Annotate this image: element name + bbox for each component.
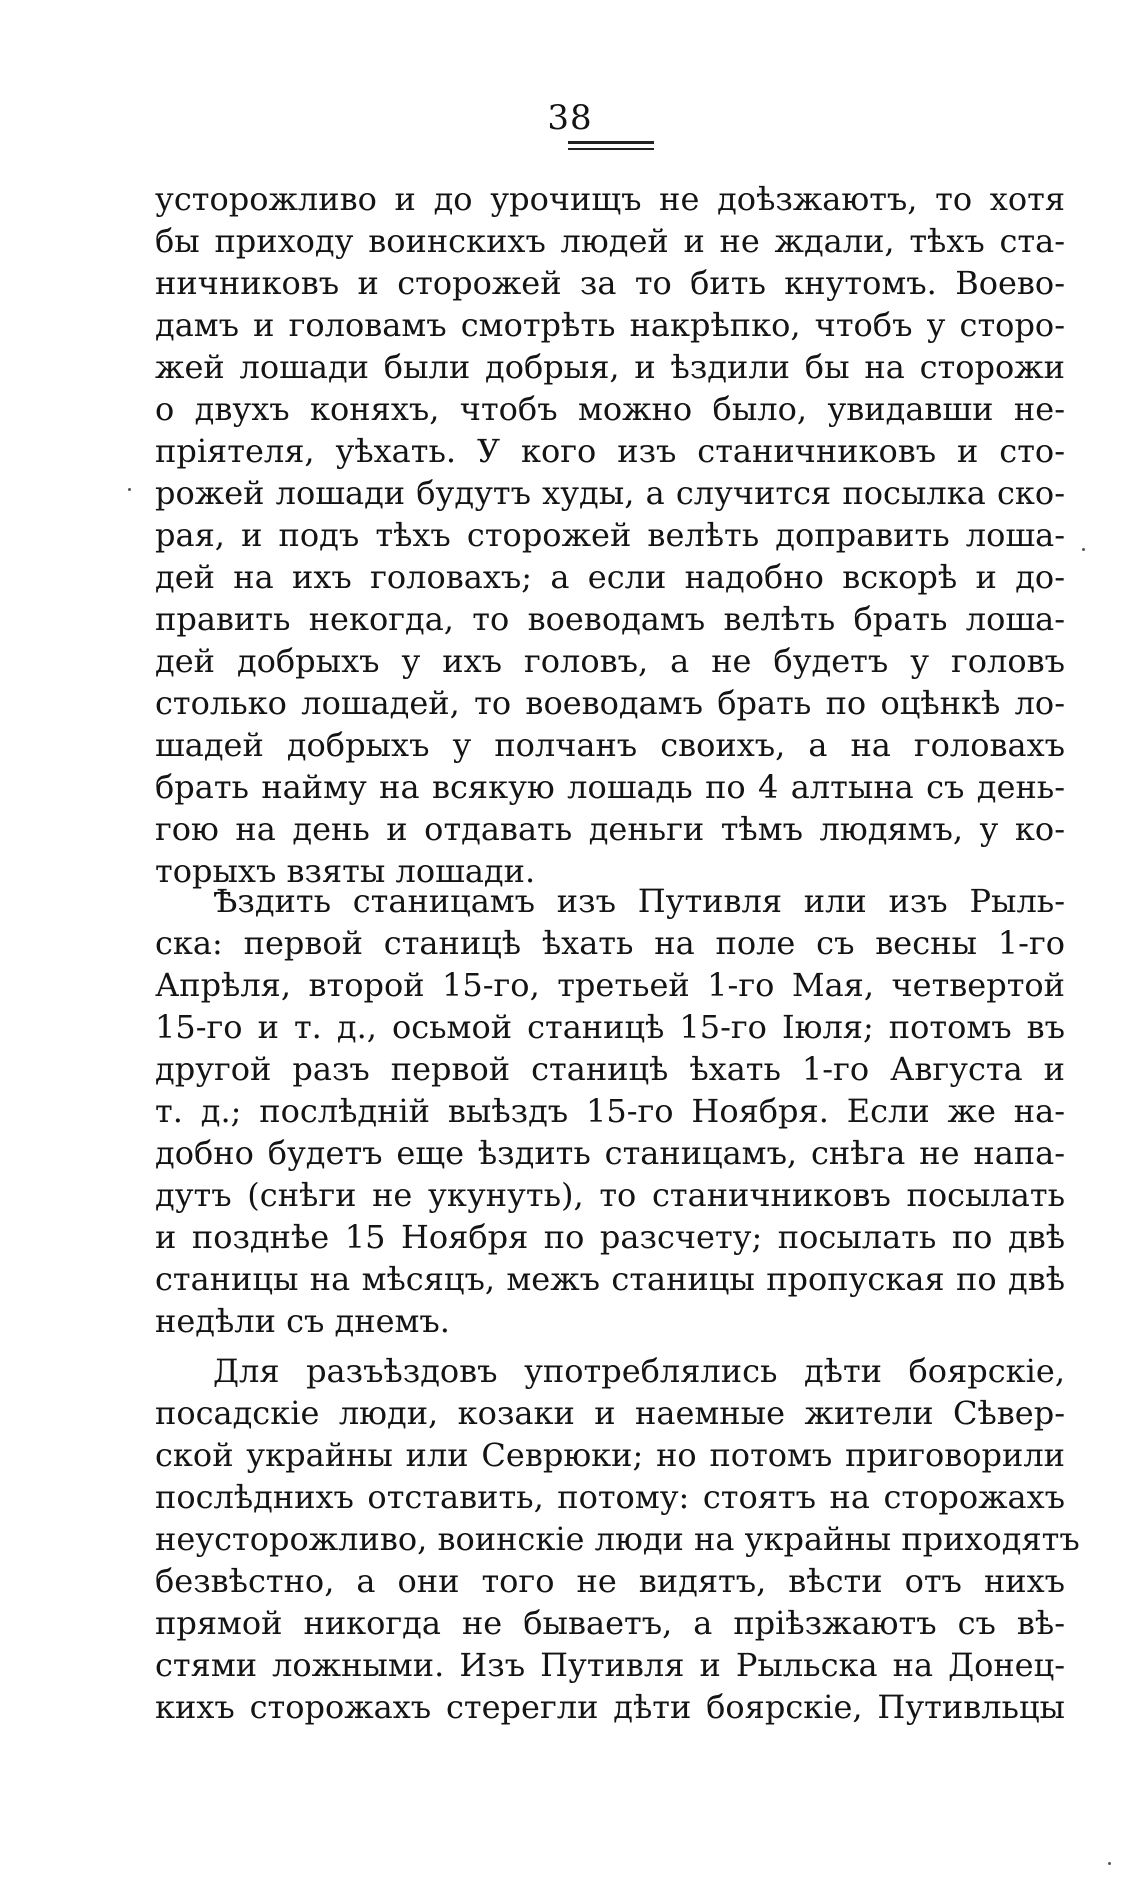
text-line: ничниковъ и сторожей за то бить кнутомъ. Воево-	[155, 264, 1065, 302]
paragraph-3	[155, 1350, 1080, 1728]
text-line: брать найму на всякую лошадь по 4 алтына съ день-	[155, 768, 1065, 806]
paragraph-2	[155, 880, 1065, 1342]
text-line: и позднѣе 15 Ноября по разсчету; посылать по двѣ	[155, 1218, 1065, 1256]
text-line: гою на день и отдавать деньги тѣмъ людямъ, у ко-	[155, 810, 1065, 848]
text-line: неусторожливо, воинскіе люди на украйны приходятъ	[155, 1520, 1080, 1558]
text-line: Ѣздить станицамъ изъ Путивля или изъ Рыль-	[213, 882, 1065, 920]
text-line: кихъ сторожахъ стерегли дѣти боярскіе, Путивльцы	[155, 1688, 1065, 1726]
text-line: 15-го и т. д., осьмой станицѣ 15-го Іюля; потомъ въ	[155, 1008, 1065, 1046]
text-line: Апрѣля, второй 15-го, третьей 1-го Мая, четвертой	[155, 966, 1065, 1004]
text-line: добно будетъ еще ѣздить станицамъ, снѣга не напа-	[155, 1134, 1065, 1172]
text-line: послѣднихъ отставить, потому: стоятъ на сторожахъ	[155, 1478, 1065, 1516]
print-speck	[1082, 548, 1085, 551]
print-speck	[128, 488, 131, 491]
text-line: Для разъѣздовъ употреблялись дѣти боярскіе,	[213, 1352, 1065, 1390]
text-line: безвѣстно, а они того не видятъ, вѣсти отъ нихъ	[155, 1562, 1065, 1600]
text-line: усторожливо и до урочищъ не доѣзжаютъ, то хотя	[155, 180, 1065, 218]
text-line: посадскіе люди, козаки и наемные жители Сѣвер-	[155, 1394, 1065, 1432]
text-line: ска: первой станицѣ ѣхать на поле съ весны 1-го	[155, 924, 1065, 962]
text-line: дутъ (снѣги не укунуть), то станичниковъ посылать	[155, 1176, 1065, 1214]
text-line: дамъ и головамъ смотрѣть накрѣпко, чтобъ у сторо-	[155, 306, 1065, 344]
text-line: рая, и подъ тѣхъ сторожей велѣть доправить лоша-	[155, 516, 1065, 554]
paragraph-1	[155, 178, 1065, 892]
text-line: другой разъ первой станицѣ ѣхать 1-го Августа и	[155, 1050, 1065, 1088]
text-line: ской украйны или Севрюки; но потомъ приговорили	[155, 1436, 1065, 1474]
page-number-underline	[568, 141, 654, 144]
print-speck	[1108, 1862, 1111, 1865]
text-line: станицы на мѣсяцъ, межъ станицы пропуская по двѣ	[155, 1260, 1065, 1298]
text-line: жей лошади были добрыя, и ѣздили бы на сторожи	[155, 348, 1065, 386]
text-line: прямой никогда не бываетъ, а пріѣзжаютъ съ вѣ-	[155, 1604, 1065, 1642]
text-line: дей на ихъ головахъ; а если надобно вскорѣ и до-	[155, 558, 1065, 596]
text-line: о двухъ коняхъ, чтобъ можно было, увидавши не-	[155, 390, 1065, 428]
text-line: пріятеля, уѣхать. У кого изъ станичниковъ и сто-	[155, 432, 1065, 470]
text-line: т. д.; послѣдній выѣздъ 15-го Ноября. Если же на-	[155, 1092, 1065, 1130]
text-line: торыхъ взяты лошади.	[155, 852, 536, 890]
text-line: недѣли съ днемъ.	[155, 1302, 450, 1340]
text-line: стями ложными. Изъ Путивля и Рыльска на Донец-	[155, 1646, 1065, 1684]
text-line: бы приходу воинскихъ людей и не ждали, тѣхъ ста-	[155, 222, 1065, 260]
page-number-double-underline	[568, 148, 654, 150]
page-number: 38	[547, 98, 593, 138]
text-line: шадей добрыхъ у полчанъ своихъ, а на головахъ	[155, 726, 1065, 764]
text-line: править некогда, то воеводамъ велѣть брать лоша-	[155, 600, 1065, 638]
text-line: рожей лошади будутъ худы, а случится посылка ско-	[155, 474, 1065, 512]
text-line: столько лошадей, то воеводамъ брать по оцѣнкѣ ло-	[155, 684, 1065, 722]
text-line: дей добрыхъ у ихъ головъ, а не будетъ у головъ	[155, 642, 1065, 680]
